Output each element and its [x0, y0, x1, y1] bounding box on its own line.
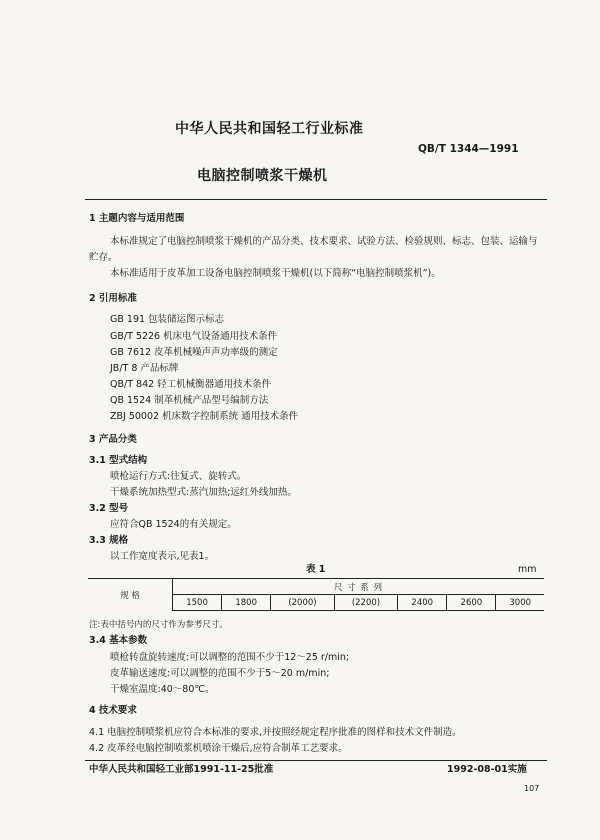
table-cell: (2000) — [271, 595, 334, 611]
section-3-2-line-1: 应符合QB 1524的有关规定。 — [110, 519, 237, 530]
document-title: 电脑控制喷浆干燥机 — [197, 168, 328, 184]
header-rule — [85, 199, 547, 200]
section-1-para-1b: 贮存。 — [89, 252, 118, 263]
table-unit: mm — [518, 564, 537, 575]
section-3-1-line-1: 喷枪运行方式:往复式、旋转式。 — [110, 471, 247, 482]
reference-item: QB/T 842 轻工机械衡器通用技术条件 — [110, 379, 272, 390]
standard-code: QB/T 1344—1991 — [418, 143, 519, 155]
section-3-4-line-3: 干燥室温度:40～80℃。 — [110, 684, 215, 695]
section-3-heading: 3 产品分类 — [89, 434, 137, 445]
reference-item: JB/T 8 产品标牌 — [110, 363, 179, 374]
footer-rule — [85, 760, 547, 761]
table-note: 注:表中括号内的尺寸作为参考尺寸。 — [89, 620, 228, 630]
section-3-2-heading: 3.2 型号 — [89, 503, 129, 514]
table-cell: (2200) — [334, 595, 397, 611]
implementation-date: 1992-08-01实施 — [447, 764, 527, 775]
section-3-4-line-1: 喷枪转盘旋转速度:可以调整的范围不少于12～25 r/min; — [110, 652, 350, 663]
table-cell: 1500 — [173, 595, 222, 611]
reference-item: GB 191 包装储运图示标志 — [110, 314, 225, 325]
section-1-heading: 1 主题内容与适用范围 — [89, 213, 185, 224]
table-group-header: 尺 寸 系 列 — [173, 579, 545, 595]
table-cell: 2600 — [447, 595, 496, 611]
section-1-para-2: 本标准适用于皮革加工设备电脑控制喷浆干燥机(以下简称“电脑控制喷浆机”)。 — [110, 268, 441, 279]
table-cell: 3000 — [496, 595, 544, 611]
reference-item: GB 7612 皮革机械噪声声功率级的测定 — [110, 347, 278, 358]
section-4-2: 4.2 皮革经电脑控制喷浆机喷涂干燥后,应符合制革工艺要求。 — [89, 743, 348, 754]
reference-item: QB 1524 制革机械产品型号编制方法 — [110, 395, 269, 406]
table-cell: 2400 — [398, 595, 447, 611]
spec-table — [88, 578, 544, 611]
page-number: 107 — [524, 784, 540, 793]
section-3-4-heading: 3.4 基本参数 — [89, 635, 148, 646]
approval-note: 中华人民共和国轻工业部1991-11-25批准 — [89, 764, 274, 775]
table-caption: 表 1 — [306, 564, 326, 575]
section-1-para-1a: 本标准规定了电脑控制喷浆干燥机的产品分类、技术要求、试验方法、检验规则、标志、包装、运输与 — [110, 236, 538, 247]
section-4-heading: 4 技术要求 — [89, 705, 137, 716]
reference-item: ZBJ 50002 机床数字控制系统 通用技术条件 — [110, 411, 299, 422]
section-3-1-line-2: 干燥系统加热型式:蒸汽加热;远红外线加热。 — [110, 487, 297, 498]
section-4-1: 4.1 电脑控制喷浆机应符合本标准的要求,并按照经规定程序批准的图样和技术文件制造。 — [89, 727, 462, 738]
table-cell: 1800 — [222, 595, 271, 611]
section-3-3-heading: 3.3 规格 — [89, 535, 129, 546]
issuing-body: 中华人民共和国轻工行业标准 — [175, 121, 364, 137]
reference-item: GB/T 5226 机床电气设备通用技术条件 — [110, 331, 278, 342]
section-2-heading: 2 引用标准 — [89, 293, 137, 304]
section-3-1-heading: 3.1 型式结构 — [89, 455, 148, 466]
table-row-header: 规 格 — [88, 579, 173, 611]
section-3-3-line-1: 以工作宽度表示,见表1。 — [110, 551, 215, 562]
section-3-4-line-2: 皮革输送速度:可以调整的范围不少于5～20 m/min; — [110, 668, 330, 679]
